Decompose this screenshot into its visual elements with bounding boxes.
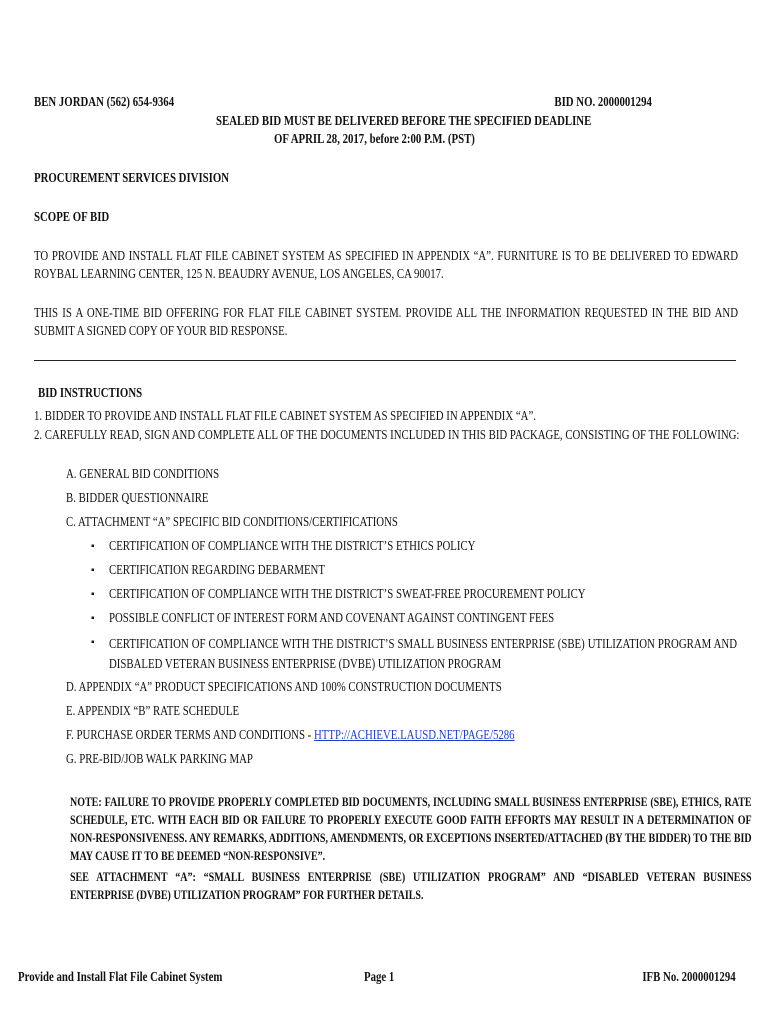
instructions-heading: BID INSTRUCTIONS <box>38 385 143 400</box>
division-title: PROCUREMENT SERVICES DIVISION <box>34 170 230 185</box>
bullet-icon: ▪ <box>91 637 95 648</box>
footer-title: Provide and Install Flat File Cabinet System <box>18 969 223 984</box>
doc-item-c: C. ATTACHMENT “A” SPECIFIC BID CONDITIONS/CERTIFICATIONS <box>66 514 398 529</box>
cert-item-conflict-of-interest: POSSIBLE CONFLICT OF INTEREST FORM AND COVENANT AGAINST CONTINGENT FEES <box>109 610 555 625</box>
header-deadline-line1: SEALED BID MUST BE DELIVERED BEFORE THE SPECIFIED DEADLINE <box>216 113 592 128</box>
header-bid-number: BID NO. 2000001294 <box>554 94 652 109</box>
cert-item-ethics: CERTIFICATION OF COMPLIANCE WITH THE DISTRICT’S ETHICS POLICY <box>109 538 476 553</box>
note-sbe-dvbe-reference: SEE ATTACHMENT “A”: “SMALL BUSINESS ENTERPRISE (SBE) UTILIZATION PROGRAM” AND “DISABLED VETERAN BUSINESS ENTERPRISE (DVBE) UTILIZATION PROGRAM” FOR FURTHER DETAILS. <box>70 870 752 902</box>
header-contact: BEN JORDAN (562) 654-9364 <box>34 94 175 109</box>
scope-heading: SCOPE OF BID <box>34 209 110 224</box>
scope-paragraph-2: THIS IS A ONE-TIME BID OFFERING FOR FLAT FILE CABINET SYSTEM. PROVIDE ALL THE INFORMATION REQUESTED IN THE BID AND SUBMIT A SIGNED COPY OF YOUR BID RESPONSE. <box>34 305 738 338</box>
doc-item-e: E. APPENDIX “B” RATE SCHEDULE <box>66 703 240 718</box>
header-deadline-line2: OF APRIL 28, 2017, before 2:00 P.M. (PST) <box>274 131 475 146</box>
doc-item-d: D. APPENDIX “A” PRODUCT SPECIFICATIONS AND 100% CONSTRUCTION DOCUMENTS <box>66 679 502 694</box>
doc-item-a: A. GENERAL BID CONDITIONS <box>66 466 220 481</box>
doc-item-f: F. PURCHASE ORDER TERMS AND CONDITIONS - HTTP://ACHIEVE.LAUSD.NET/PAGE/5286 <box>66 727 515 742</box>
footer-ifb-number: IFB No. 2000001294 <box>642 969 736 984</box>
purchase-order-terms-link[interactable]: HTTP://ACHIEVE.LAUSD.NET/PAGE/5286 <box>313 727 515 742</box>
cert-item-sbe-dvbe: CERTIFICATION OF COMPLIANCE WITH THE DISTRICT’S SMALL BUSINESS ENTERPRISE (SBE) UTILIZATION PROGRAM AND DISBALED VETERAN BUSINESS ENTERPRISE (DVBE) UTILIZATION PROGRAM <box>109 636 737 671</box>
bullet-icon: ▪ <box>91 589 95 600</box>
instruction-item-1: 1. BIDDER TO PROVIDE AND INSTALL FLAT FILE CABINET SYSTEM AS SPECIFIED IN APPENDIX “A”. <box>34 408 536 423</box>
instruction-item-2: 2. CAREFULLY READ, SIGN AND COMPLETE ALL OF THE DOCUMENTS INCLUDED IN THIS BID PACKAGE, CONSISTING OF THE FOLLOWING: <box>34 427 740 442</box>
bullet-icon: ▪ <box>91 565 95 576</box>
cert-item-debarment: CERTIFICATION REGARDING DEBARMENT <box>109 562 325 577</box>
footer-page-number: Page 1 <box>364 969 395 984</box>
scope-paragraph-1: TO PROVIDE AND INSTALL FLAT FILE CABINET SYSTEM AS SPECIFIED IN APPENDIX “A”. FURNITURE IS TO BE DELIVERED TO EDWARD ROYBAL LEARNING CENTER, 125 N. BEAUDRY AVENUE, LOS ANGELES, CA 90017. <box>34 248 738 281</box>
doc-item-g: G. PRE-BID/JOB WALK PARKING MAP <box>66 751 253 766</box>
bullet-icon: ▪ <box>91 541 95 552</box>
section-divider <box>34 360 736 361</box>
cert-item-sweat-free: CERTIFICATION OF COMPLIANCE WITH THE DISTRICT’S SWEAT-FREE PROCUREMENT POLICY <box>109 586 586 601</box>
doc-item-b: B. BIDDER QUESTIONNAIRE <box>66 490 209 505</box>
note-non-responsive: NOTE: FAILURE TO PROVIDE PROPERLY COMPLETED BID DOCUMENTS, INCLUDING SMALL BUSINESS ENTERPRISE (SBE), ETHICS, RATE SCHEDULE, ETC. WITH EACH BID OR FAILURE TO PROPERLY EXECUTE GOOD FAITH EFFORTS MAY RESULT IN A DETERMINATION OF NON-RESPONSIVENESS. ANY REMARKS, ADDITIONS, AMENDMENTS, OR EXCEPTIONS INSERTED/ATTACHED (BY THE BIDDER) TO THE BID MAY CAUSE IT TO BE DEEMED “NON-RESPONSIVE”. <box>70 795 752 863</box>
bullet-icon: ▪ <box>91 613 95 624</box>
